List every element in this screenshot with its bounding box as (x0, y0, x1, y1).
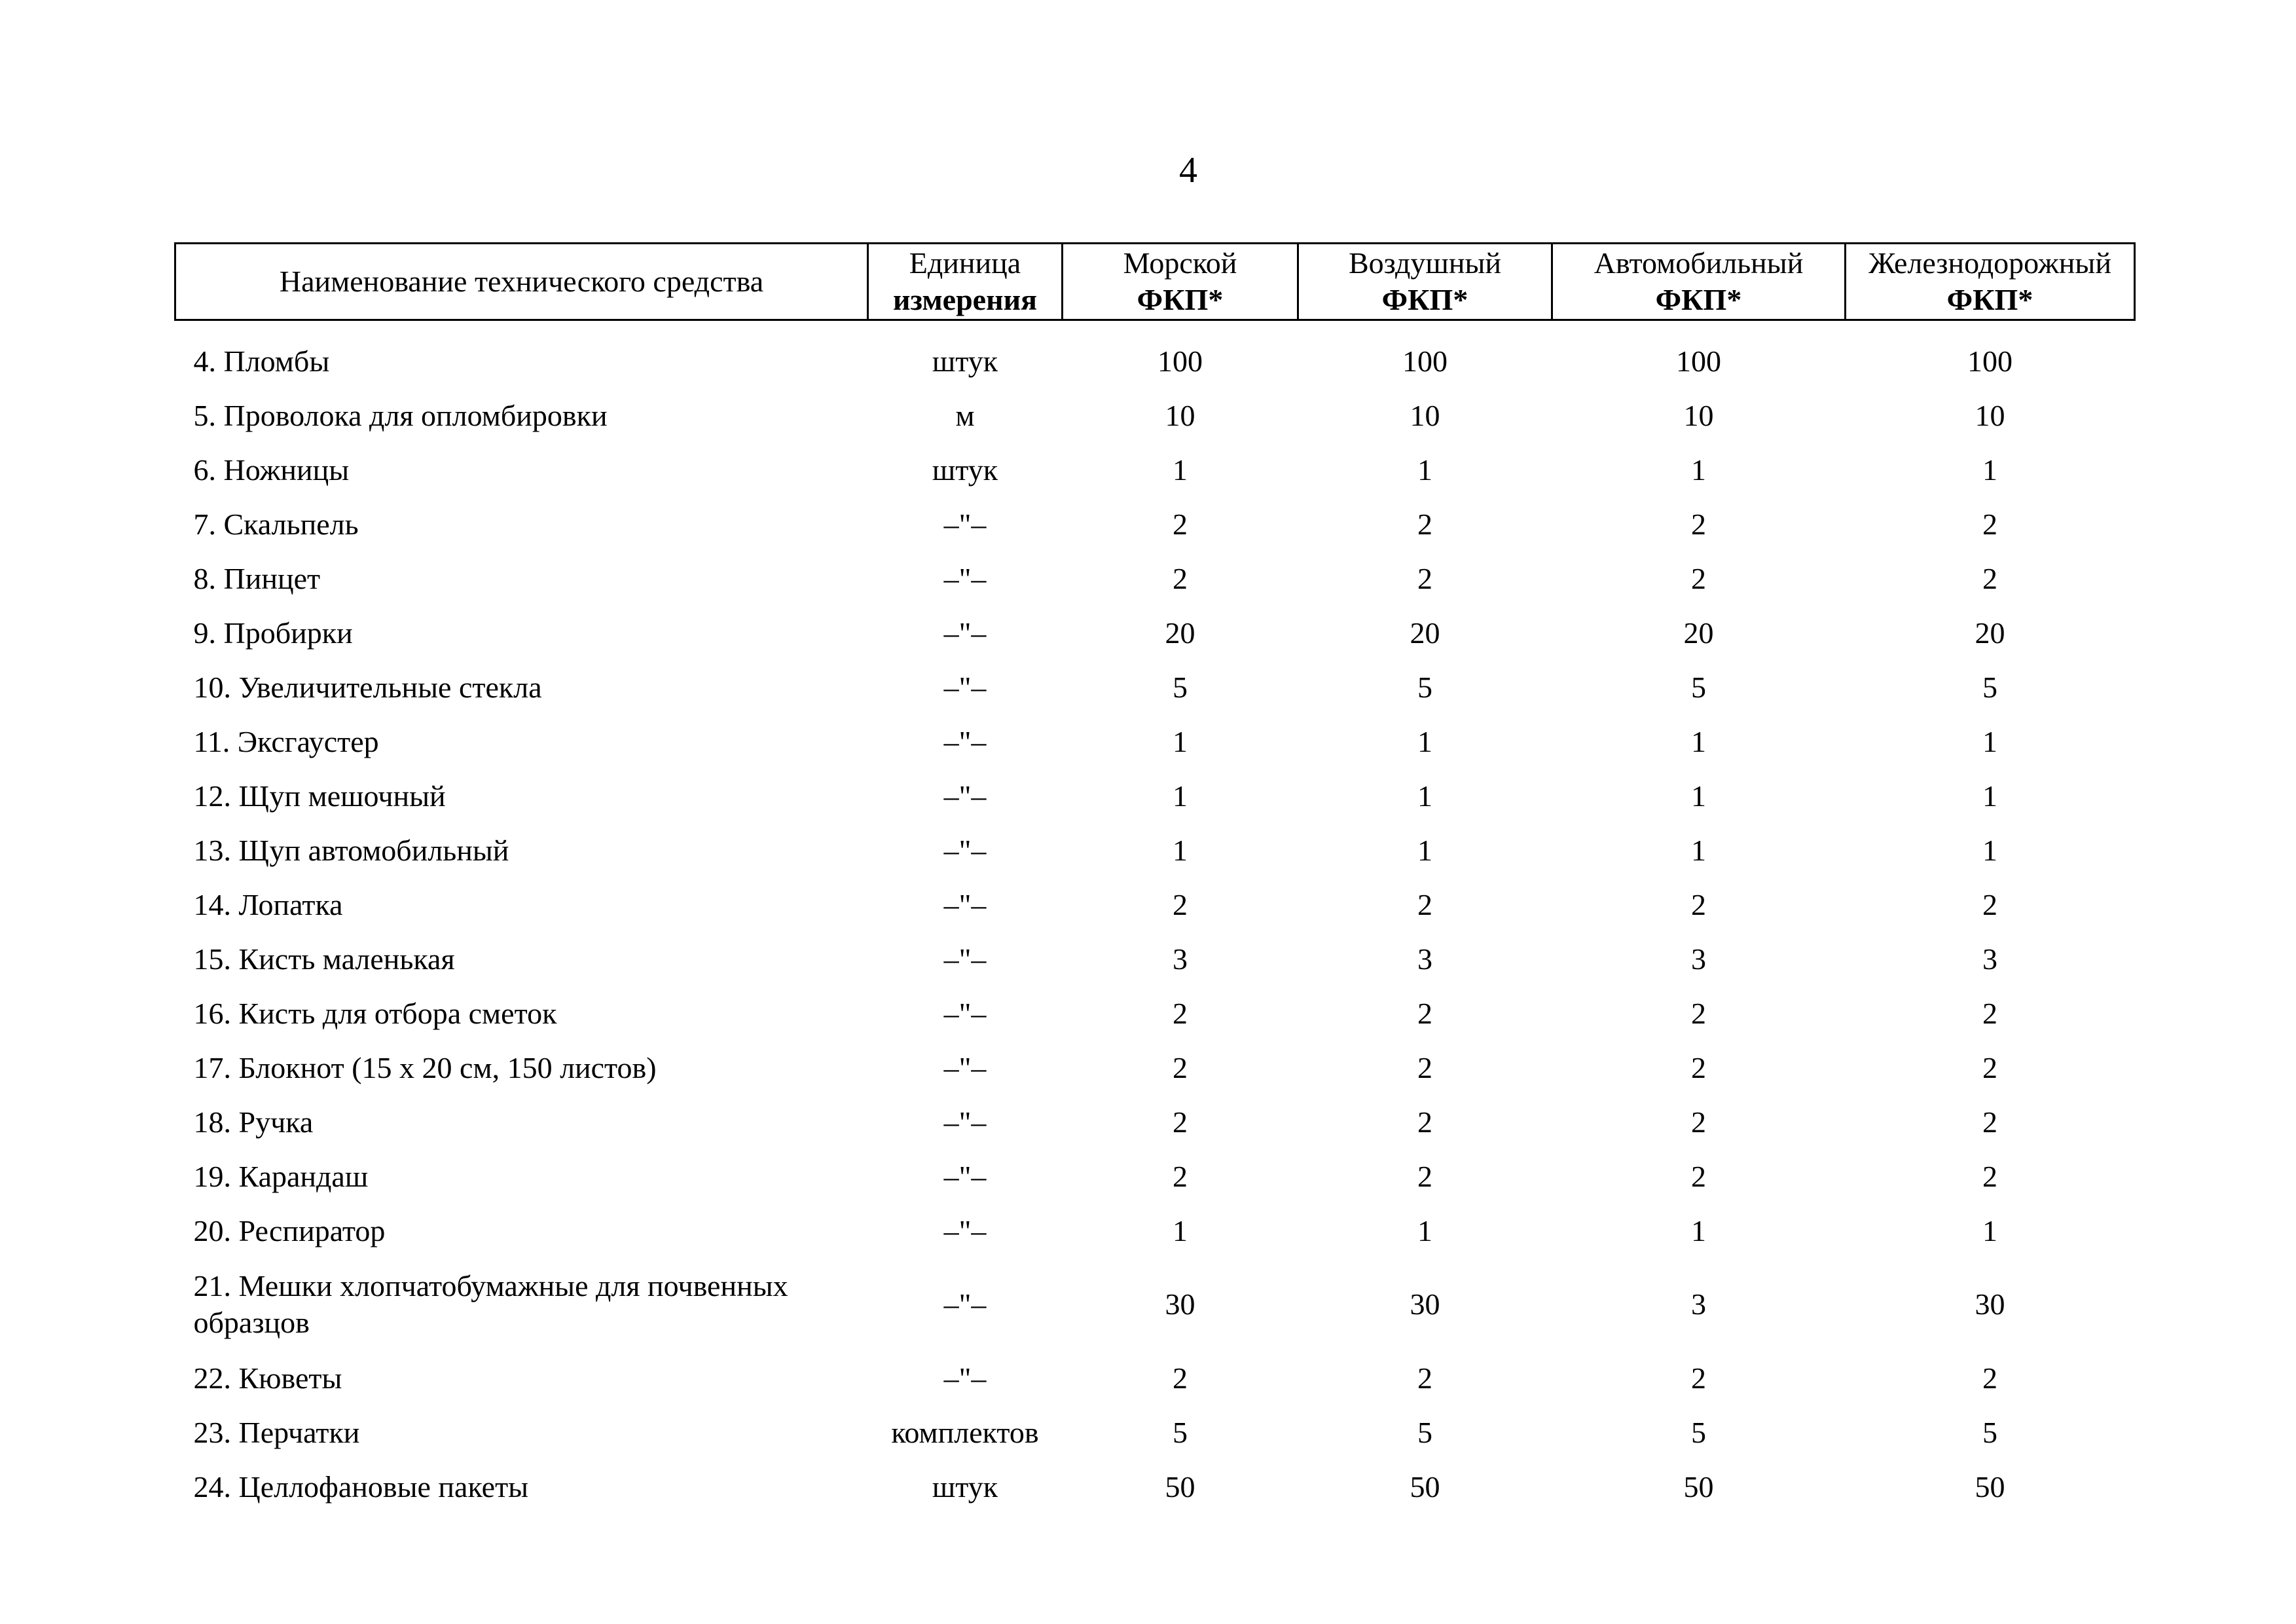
table-body (175, 320, 2135, 1515)
cell-air: 2 (1417, 1105, 1432, 1139)
cell-air: 2 (1417, 996, 1432, 1030)
cell-unit: –"– (943, 561, 987, 595)
cell-sea: 50 (1165, 1469, 1195, 1504)
cell-unit: –"– (943, 616, 987, 650)
cell-name: 15. Кисть маленькая (193, 942, 455, 976)
table-row (175, 714, 2135, 769)
cell-rail: 1 (1982, 833, 1997, 867)
table-row (175, 932, 2135, 986)
cell-name: 10. Увеличительные стекла (193, 670, 542, 704)
cell-rail: 30 (1975, 1287, 2005, 1321)
cell-sea: 2 (1173, 507, 1188, 541)
cell-air: 2 (1417, 1159, 1432, 1193)
cell-sea: 2 (1173, 887, 1188, 921)
cell-air: 50 (1410, 1469, 1440, 1504)
cell-auto: 20 (1683, 616, 1714, 650)
page-number: 4 (1179, 150, 1197, 191)
cell-rail: 1 (1982, 779, 1997, 813)
cell-name: 6. Ножницы (193, 452, 350, 487)
cell-air: 1 (1417, 833, 1432, 867)
cell-unit: штук (932, 1469, 998, 1504)
table-row (175, 388, 2135, 443)
cell-rail: 3 (1982, 942, 1997, 976)
cell-name: 22. Кюветы (193, 1361, 342, 1395)
cell-air: 5 (1417, 670, 1432, 704)
cell-unit: –"– (943, 1050, 987, 1084)
cell-auto: 2 (1691, 887, 1706, 921)
table-row (175, 606, 2135, 660)
cell-auto: 50 (1683, 1469, 1714, 1504)
cell-rail: 5 (1982, 1415, 1997, 1449)
cell-auto: 3 (1691, 1287, 1706, 1321)
cell-air: 2 (1417, 507, 1432, 541)
header-sea (1063, 244, 1298, 320)
cell-unit: штук (932, 452, 998, 487)
cell-rail: 1 (1982, 1213, 1997, 1247)
table-row (175, 660, 2135, 714)
table-row (175, 823, 2135, 877)
equipment-table (174, 242, 2136, 1514)
cell-air: 20 (1410, 616, 1440, 650)
cell-unit: –"– (943, 779, 987, 813)
header-air-line1: Воздушный (1349, 246, 1501, 280)
cell-rail: 2 (1982, 1050, 1997, 1084)
cell-name: 13. Щуп автомобильный (193, 833, 509, 867)
cell-auto: 1 (1691, 724, 1706, 758)
cell-air: 1 (1417, 1213, 1432, 1247)
cell-air: 30 (1410, 1287, 1440, 1321)
cell-unit: –"– (943, 887, 987, 921)
table-row (175, 1405, 2135, 1460)
cell-unit: –"– (943, 1105, 987, 1139)
cell-unit: –"– (943, 507, 987, 541)
cell-air: 100 (1402, 344, 1448, 378)
cell-rail: 1 (1982, 724, 1997, 758)
table-row (175, 497, 2135, 551)
cell-name: 11. Эксгаустер (193, 724, 379, 758)
header-auto (1552, 244, 1846, 320)
cell-unit: штук (932, 344, 998, 378)
cell-auto: 2 (1691, 561, 1706, 595)
cell-rail: 10 (1975, 398, 2005, 432)
cell-name: 16. Кисть для отбора сметок (193, 996, 557, 1030)
cell-sea: 3 (1173, 942, 1188, 976)
cell-unit: –"– (943, 996, 987, 1030)
cell-sea: 30 (1165, 1287, 1195, 1321)
cell-air: 2 (1417, 1361, 1432, 1395)
header-sea-line2: ФКП* (1137, 283, 1224, 316)
header-unit-line1: Единица (909, 246, 1021, 280)
cell-name: 4. Пломбы (193, 344, 330, 378)
header-rail-line1: Железнодорожный (1868, 246, 2111, 280)
cell-unit: –"– (943, 1287, 987, 1321)
header-name-label: Наименование технического средства (279, 265, 764, 298)
table-row (175, 769, 2135, 823)
table-row (175, 1095, 2135, 1149)
cell-sea: 2 (1173, 996, 1188, 1030)
cell-auto: 1 (1691, 452, 1706, 487)
cell-rail: 2 (1982, 1159, 1997, 1193)
cell-sea: 2 (1173, 1361, 1188, 1395)
spacer-cell (175, 320, 2135, 335)
cell-name: 5. Проволока для опломбировки (193, 398, 608, 432)
cell-sea: 1 (1173, 1213, 1188, 1247)
header-rail-line2: ФКП* (1946, 283, 2033, 316)
cell-name: 18. Ручка (193, 1105, 314, 1139)
cell-name: 7. Скальпель (193, 507, 359, 541)
cell-rail: 2 (1982, 561, 1997, 595)
table-row (175, 1460, 2135, 1514)
cell-air: 5 (1417, 1415, 1432, 1449)
table-row (175, 986, 2135, 1041)
cell-sea: 5 (1173, 670, 1188, 704)
header-rail (1846, 244, 2135, 320)
header-unit-line2: измерения (893, 283, 1037, 316)
cell-sea: 2 (1173, 1159, 1188, 1193)
cell-name: 17. Блокнот (15 х 20 см, 150 листов) (193, 1050, 657, 1084)
cell-sea: 1 (1173, 779, 1188, 813)
cell-unit: –"– (943, 1213, 987, 1247)
cell-auto: 2 (1691, 1361, 1706, 1395)
cell-auto: 1 (1691, 1213, 1706, 1247)
cell-sea: 2 (1173, 1105, 1188, 1139)
cell-sea: 1 (1173, 724, 1188, 758)
cell-auto: 10 (1683, 398, 1714, 432)
cell-name: 9. Пробирки (193, 616, 353, 650)
cell-name: 14. Лопатка (193, 887, 343, 921)
cell-unit: комплектов (891, 1415, 1039, 1449)
cell-auto: 3 (1691, 942, 1706, 976)
table-row (175, 1351, 2135, 1405)
cell-name: 21. Мешки хлопчатобумажные для почвенных образцов (193, 1269, 788, 1339)
header-auto-line2: ФКП* (1655, 283, 1742, 316)
cell-air: 2 (1417, 1050, 1432, 1084)
header-unit (868, 244, 1063, 320)
table-row (175, 1149, 2135, 1204)
cell-sea: 2 (1173, 561, 1188, 595)
cell-auto: 1 (1691, 833, 1706, 867)
cell-sea: 20 (1165, 616, 1195, 650)
cell-auto: 5 (1691, 1415, 1706, 1449)
cell-sea: 2 (1173, 1050, 1188, 1084)
spacer-row (175, 320, 2135, 335)
cell-rail: 1 (1982, 452, 1997, 487)
cell-air: 2 (1417, 561, 1432, 595)
cell-air: 2 (1417, 887, 1432, 921)
header-auto-line1: Автомобильный (1594, 246, 1804, 280)
cell-rail: 100 (1967, 344, 2013, 378)
cell-unit: –"– (943, 1159, 987, 1193)
header-row (175, 244, 2135, 320)
cell-air: 10 (1410, 398, 1440, 432)
header-sea-line1: Морской (1123, 246, 1237, 280)
cell-rail: 20 (1975, 616, 2005, 650)
cell-air: 3 (1417, 942, 1432, 976)
table-row (175, 551, 2135, 606)
cell-unit: –"– (943, 833, 987, 867)
cell-sea: 1 (1173, 452, 1188, 487)
header-name (175, 244, 868, 320)
table-row (175, 877, 2135, 932)
table-row (175, 1258, 2135, 1351)
cell-rail: 50 (1975, 1469, 2005, 1504)
cell-sea: 1 (1173, 833, 1188, 867)
table-row (175, 443, 2135, 497)
cell-sea: 10 (1165, 398, 1195, 432)
cell-rail: 5 (1982, 670, 1997, 704)
header-air-line2: ФКП* (1381, 283, 1468, 316)
cell-rail: 2 (1982, 996, 1997, 1030)
cell-unit: –"– (943, 724, 987, 758)
cell-auto: 2 (1691, 507, 1706, 541)
cell-name: 23. Перчатки (193, 1415, 360, 1449)
cell-rail: 2 (1982, 507, 1997, 541)
cell-name: 8. Пинцет (193, 561, 321, 595)
cell-sea: 5 (1173, 1415, 1188, 1449)
cell-rail: 2 (1982, 1361, 1997, 1395)
table-row (175, 1204, 2135, 1258)
cell-unit: –"– (943, 942, 987, 976)
cell-name: 24. Целлофановые пакеты (193, 1469, 529, 1504)
cell-air: 1 (1417, 452, 1432, 487)
table-row (175, 1041, 2135, 1095)
cell-auto: 2 (1691, 1159, 1706, 1193)
cell-auto: 2 (1691, 1050, 1706, 1084)
cell-auto: 5 (1691, 670, 1706, 704)
table-row (175, 334, 2135, 388)
cell-auto: 1 (1691, 779, 1706, 813)
cell-name: 19. Карандаш (193, 1159, 369, 1193)
cell-air: 1 (1417, 724, 1432, 758)
cell-air: 1 (1417, 779, 1432, 813)
cell-auto: 2 (1691, 1105, 1706, 1139)
cell-sea: 100 (1157, 344, 1203, 378)
header-air (1298, 244, 1552, 320)
cell-auto: 2 (1691, 996, 1706, 1030)
cell-rail: 2 (1982, 887, 1997, 921)
cell-unit: –"– (943, 670, 987, 704)
cell-unit: –"– (943, 1361, 987, 1395)
cell-name: 12. Щуп мешочный (193, 779, 446, 813)
cell-rail: 2 (1982, 1105, 1997, 1139)
cell-unit: м (955, 398, 975, 432)
table-header (175, 244, 2135, 320)
cell-name: 20. Респиратор (193, 1213, 386, 1247)
cell-auto: 100 (1676, 344, 1721, 378)
